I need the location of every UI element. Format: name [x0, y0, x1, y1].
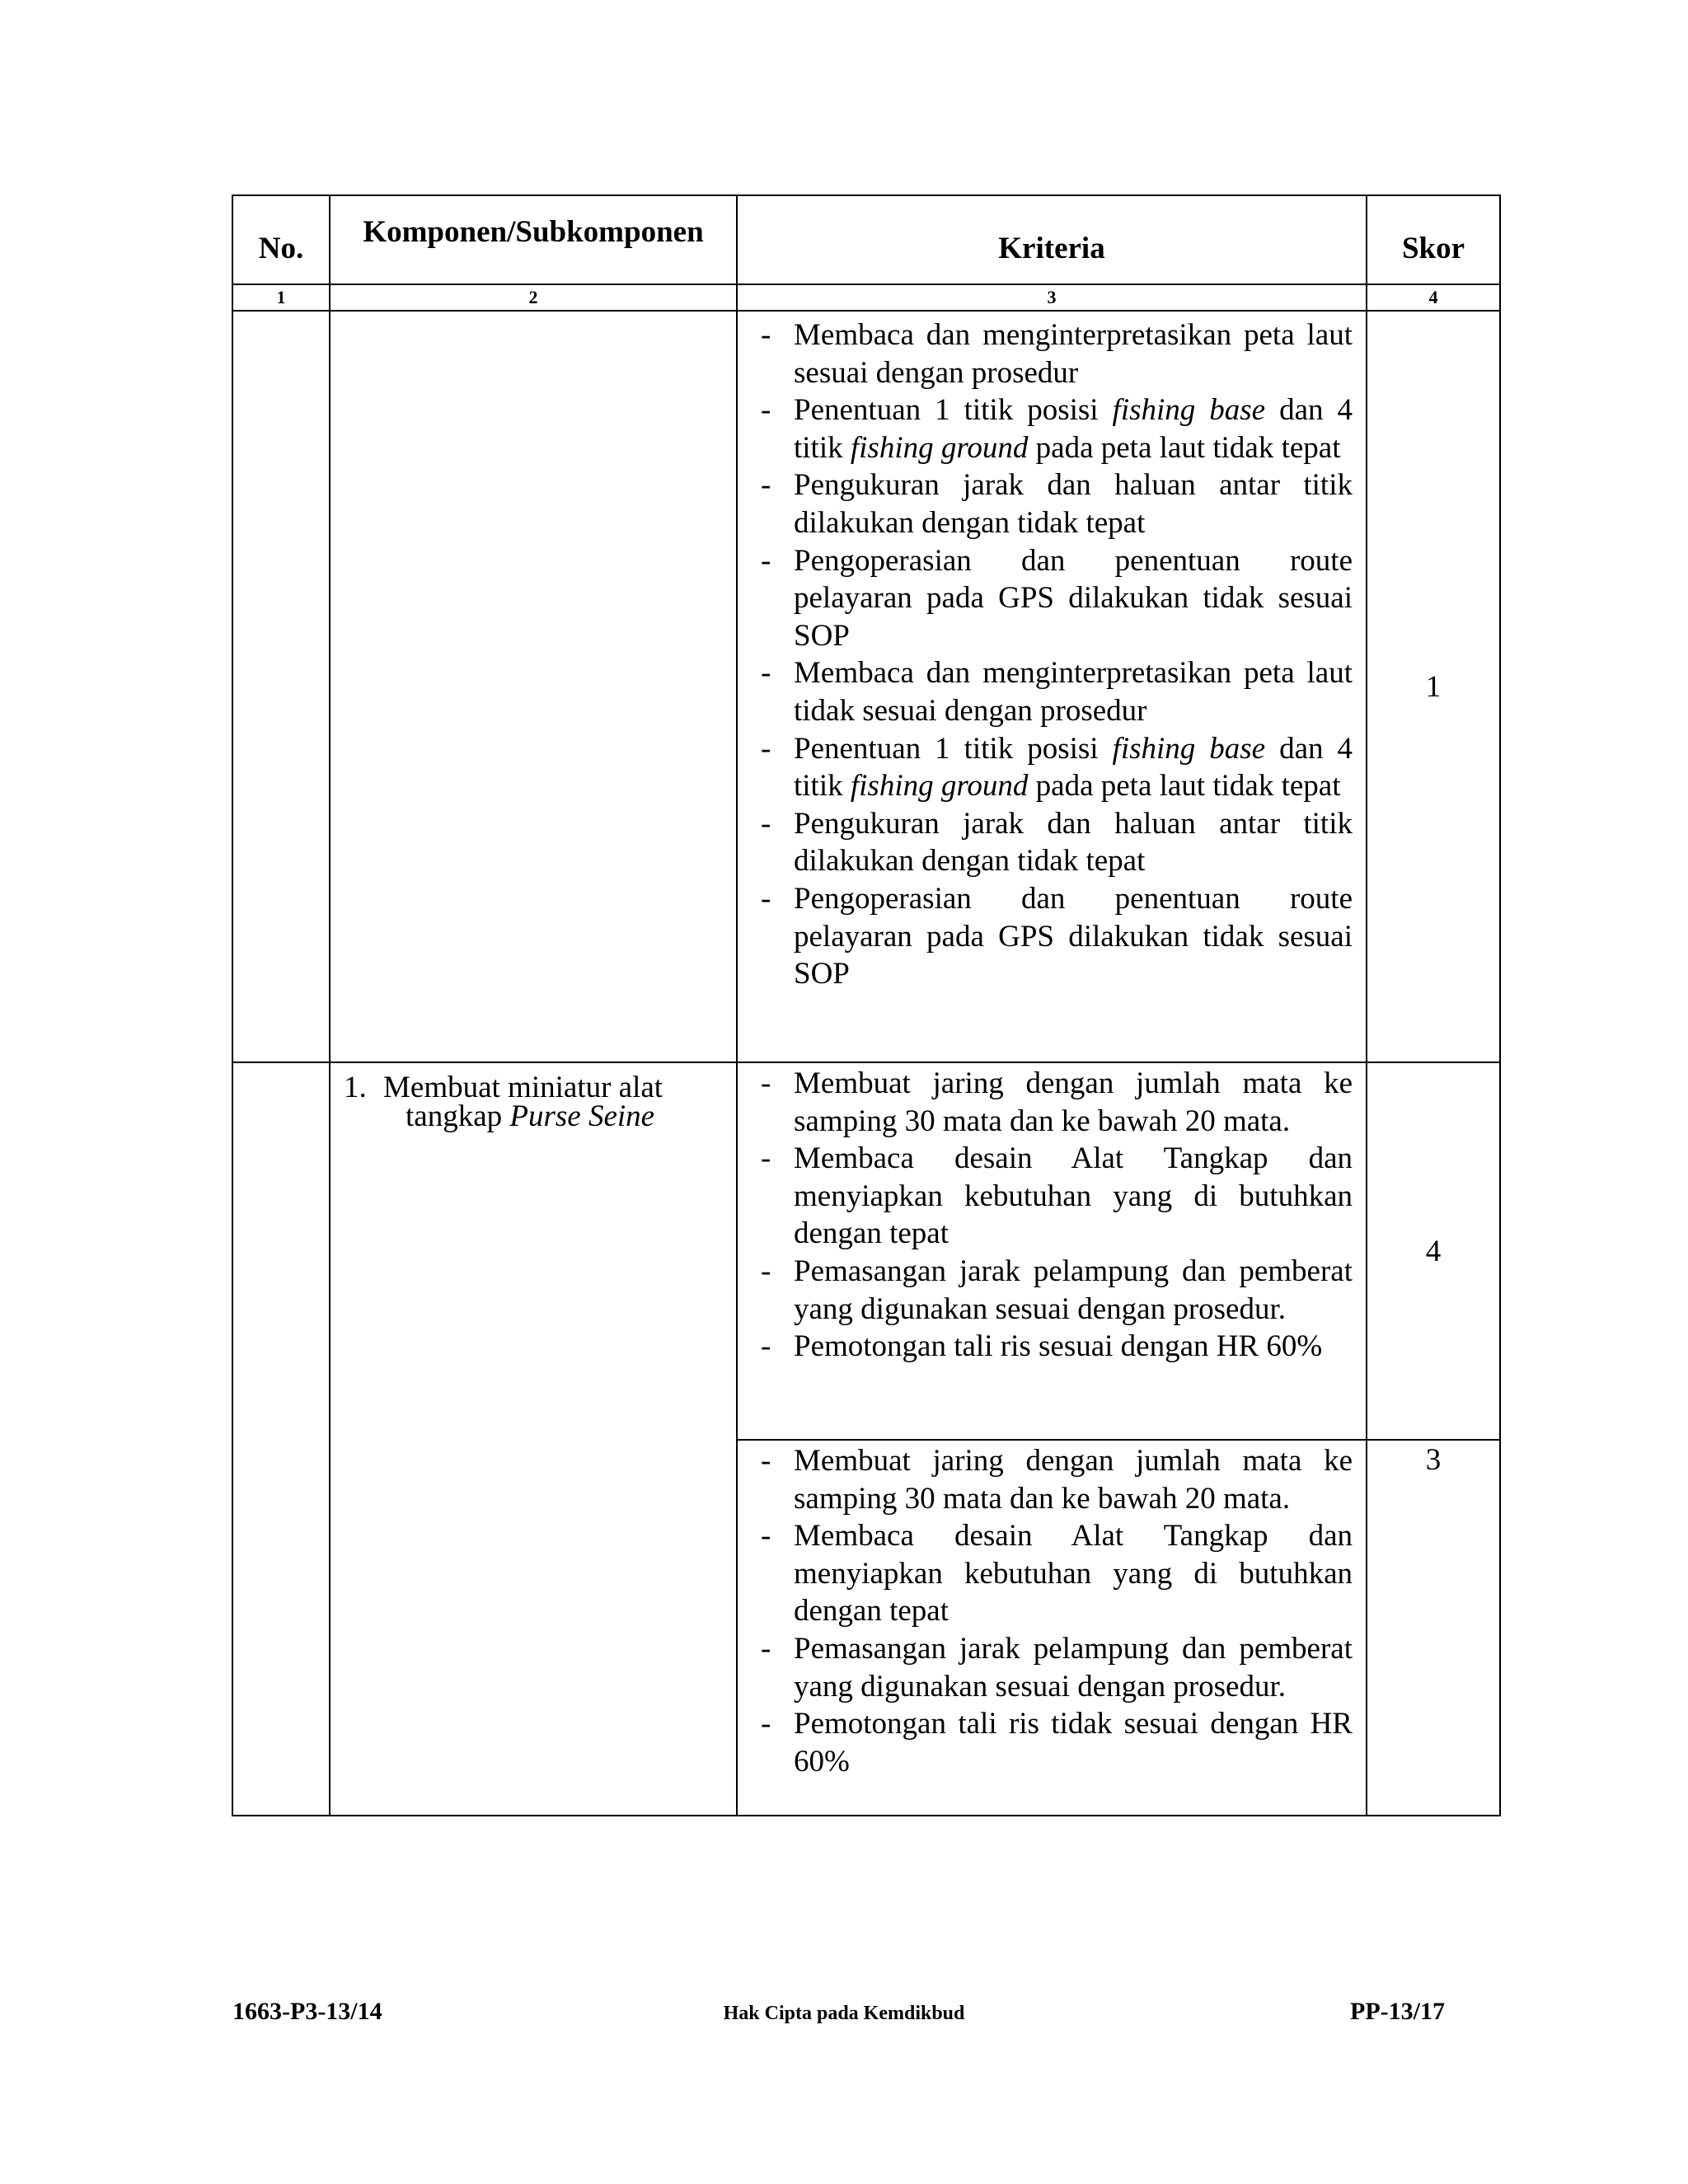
bullet-dash: - — [761, 806, 771, 841]
criteria-item — [761, 1517, 1353, 1630]
criteria-text: Pemotongan tali ris sesuai dengan HR 60% — [794, 1329, 1323, 1364]
criteria-text: dan 4 titik — [794, 393, 1353, 465]
italic-term: fishing ground — [850, 430, 1029, 465]
bullet-dash: - — [761, 881, 771, 916]
criteria-item — [761, 1328, 1353, 1366]
skor-cell: 3 — [1367, 1440, 1500, 1816]
criteria-text: Penentuan 1 titik posisi — [794, 393, 1113, 428]
criteria-text: Membuat jaring dengan jumlah mata ke samping 30 mata dan ke bawah 20 mata. — [794, 1444, 1353, 1516]
footer-page-number: PP-13/17 — [1350, 1998, 1445, 2025]
criteria-item — [761, 1065, 1353, 1140]
criteria-text: Membaca desain Alat Tangkap dan menyiapkan kebutuhan yang di butuhkan dengan tepat — [794, 1141, 1353, 1251]
no-cell — [232, 1062, 330, 1816]
criteria-text: dan 4 titik — [794, 731, 1353, 804]
criteria-text: Pemasangan jarak pelampung dan pemberat yang digunakan sesuai dengan prosedur. — [794, 1254, 1353, 1326]
criteria-item — [761, 1140, 1353, 1253]
criteria-item — [761, 805, 1353, 880]
column-number-row — [232, 284, 1500, 311]
komponen-cell — [330, 311, 737, 1062]
bullet-dash: - — [761, 656, 771, 691]
footer-doc-code: 1663-P3-13/14 — [232, 1998, 382, 2025]
bullet-dash: - — [761, 318, 771, 352]
komponen-text — [331, 1063, 736, 1131]
criteria-text: Pengoperasian dan penentuan route pelayaran pada GPS dilakukan tidak sesuai SOP — [794, 543, 1353, 653]
scoring-table — [232, 194, 1501, 1816]
criteria-text: Pemasangan jarak pelampung dan pemberat yang digunakan sesuai dengan prosedur. — [794, 1631, 1353, 1704]
kriteria-cell — [737, 1440, 1367, 1816]
bullet-dash: - — [761, 468, 771, 503]
bullet-dash: - — [761, 1444, 771, 1478]
komponen-number: 1. — [344, 1071, 367, 1104]
bullet-dash: - — [761, 1707, 771, 1741]
bullet-dash: - — [761, 1254, 771, 1288]
criteria-item — [761, 1630, 1353, 1705]
criteria-item — [761, 542, 1353, 655]
bullet-dash: - — [761, 543, 771, 578]
criteria-item — [761, 1442, 1353, 1517]
header-komponen: Komponen/Subkomponen — [330, 195, 737, 284]
criteria-text: pada peta laut tidak tepat — [1028, 430, 1341, 465]
italic-term: fishing base — [1112, 393, 1266, 428]
criteria-item — [761, 880, 1353, 993]
criteria-text: Membaca dan menginterpretasikan peta laut tidak sesuai dengan prosedur — [794, 656, 1353, 728]
criteria-item — [761, 316, 1353, 391]
header-kriteria: Kriteria — [737, 195, 1367, 284]
skor-cell: 4 — [1367, 1062, 1500, 1440]
komponen-line-1: Membuat miniatur alat — [383, 1071, 663, 1104]
criteria-text: Membaca dan menginterpretasikan peta laut sesuai dengan prosedur — [794, 318, 1353, 390]
column-number-2: 2 — [330, 284, 737, 311]
table-row — [232, 311, 1500, 1062]
criteria-item — [761, 1705, 1353, 1780]
skor-cell: 1 — [1367, 311, 1500, 1062]
bullet-dash: - — [761, 1141, 771, 1176]
criteria-list — [738, 1441, 1366, 1783]
criteria-item — [761, 1253, 1353, 1328]
criteria-list — [738, 1063, 1366, 1369]
criteria-item — [761, 466, 1353, 541]
table-row — [232, 1062, 1500, 1440]
bullet-dash: - — [761, 393, 771, 428]
criteria-text: Membaca desain Alat Tangkap dan menyiapkan kebutuhan yang di butuhkan dengan tepat — [794, 1519, 1353, 1629]
criteria-text: Penentuan 1 titik posisi — [794, 731, 1113, 766]
kriteria-cell — [737, 311, 1367, 1062]
header-no: No. — [232, 195, 330, 284]
criteria-list — [738, 312, 1366, 996]
criteria-text: Pengoperasian dan penentuan route pelayaran pada GPS dilakukan tidak sesuai SOP — [794, 881, 1353, 991]
bullet-dash: - — [761, 1519, 771, 1554]
criteria-item — [761, 730, 1353, 805]
footer-copyright: Hak Cipta pada Kemdikbud — [723, 2003, 965, 2024]
no-cell — [232, 311, 330, 1062]
criteria-text: pada peta laut tidak tepat — [1028, 769, 1341, 804]
column-number-3: 3 — [737, 284, 1367, 311]
italic-term: fishing base — [1112, 731, 1266, 766]
komponen-cell — [330, 1062, 737, 1816]
criteria-text: Pengukuran jarak dan haluan antar titik dilakukan dengan tidak tepat — [794, 468, 1353, 540]
italic-term: fishing ground — [850, 769, 1029, 804]
criteria-item — [761, 391, 1353, 466]
komponen-line-2-italic: Purse Seine — [509, 1099, 655, 1133]
komponen-line-2: tangkap — [406, 1099, 510, 1133]
bullet-dash: - — [761, 1066, 771, 1100]
header-row — [232, 195, 1500, 284]
column-number-4: 4 — [1367, 284, 1500, 311]
criteria-text: Pemotongan tali ris tidak sesuai dengan HR 60% — [794, 1707, 1353, 1779]
column-number-1: 1 — [232, 284, 330, 311]
bullet-dash: - — [761, 1631, 771, 1666]
header-skor: Skor — [1367, 195, 1500, 284]
criteria-item — [761, 654, 1353, 729]
criteria-text: Membuat jaring dengan jumlah mata ke samping 30 mata dan ke bawah 20 mata. — [794, 1066, 1353, 1138]
bullet-dash: - — [761, 1329, 771, 1364]
bullet-dash: - — [761, 731, 771, 766]
criteria-text: Pengukuran jarak dan haluan antar titik dilakukan dengan tidak tepat — [794, 806, 1353, 879]
kriteria-cell — [737, 1062, 1367, 1440]
